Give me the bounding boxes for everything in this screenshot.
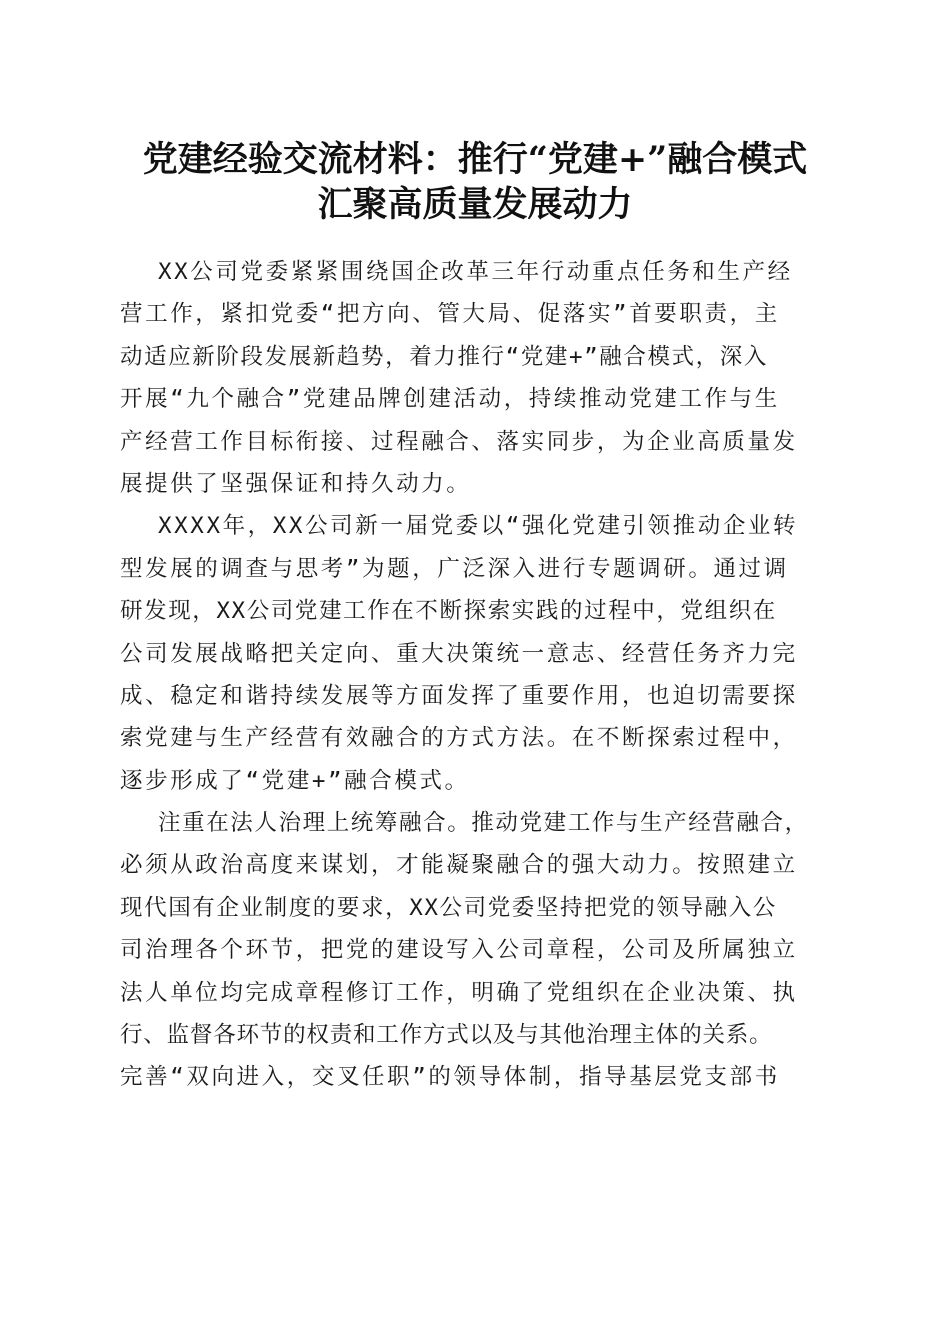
paragraph-2-line-6: 索党建与生产经营有效融合的方式方法。在不断探索过程中，: [120, 725, 798, 752]
paragraph-3-line-5: 法人单位均完成章程修订工作，明确了党组织在企业决策、执: [120, 979, 798, 1006]
document-title-line-1: 党建经验交流材料：推行“党建+”融合模式: [142, 139, 808, 180]
paragraph-2-line-1: XXXX年，XX公司新一届党委以“强化党建引领推动企业转: [158, 513, 799, 540]
paragraph-1-line-2: 营工作，紧扣党委“把方向、管大局、促落实”首要职责，主: [120, 301, 780, 328]
paragraph-1-line-6: 展提供了坚强保证和持久动力。: [120, 470, 472, 497]
paragraph-1-line-4: 开展“九个融合”党建品牌创建活动，持续推动党建工作与生: [120, 386, 780, 413]
paragraph-2-line-2: 型发展的调查与思考”为题，广泛深入进行专题调研。通过调: [120, 555, 789, 582]
paragraph-3-line-1: 注重在法人治理上统筹融合。推动党建工作与生产经营融合，: [158, 810, 809, 837]
paragraph-2-line-4: 公司发展战略把关定向、重大决策统一意志、经营任务齐力完: [120, 640, 798, 667]
document-body: [120, 251, 832, 1099]
paragraph-3-line-3: 现代国有企业制度的要求，XX公司党委坚持把党的领导融入公: [120, 894, 777, 921]
paragraph-3-line-2: 必须从政治高度来谋划，才能凝聚融合的强大动力。按照建立: [120, 852, 798, 879]
paragraph-1-line-3: 动适应新阶段发展新趋势，着力推行“党建+”融合模式，深入: [120, 343, 768, 370]
paragraph-2-line-5: 成、稳定和谐持续发展等方面发挥了重要作用，也迫切需要探: [120, 682, 798, 709]
paragraph-3-line-6: 行、监督各环节的权责和工作方式以及与其他治理主体的关系。: [120, 1022, 773, 1049]
paragraph-3-line-7: 完善“双向进入，交叉任职”的领导体制，指导基层党支部书: [120, 1064, 780, 1091]
paragraph-2-line-3: 研发现，XX公司党建工作在不断探索实践的过程中，党组织在: [120, 598, 777, 625]
document-title-line-2: 汇聚高质量发展动力: [317, 184, 633, 225]
paragraph-1-line-1: XX公司党委紧紧围绕国企改革三年行动重点任务和生产经: [158, 259, 793, 285]
paragraph-2-line-7: 逐步形成了“党建+”融合模式。: [120, 767, 470, 794]
paragraph-1-line-5: 产经营工作目标衔接、过程融合、落实同步，为企业高质量发: [120, 428, 798, 455]
paragraph-3-line-4: 司治理各个环节，把党的建设写入公司章程，公司及所属独立: [120, 937, 798, 964]
